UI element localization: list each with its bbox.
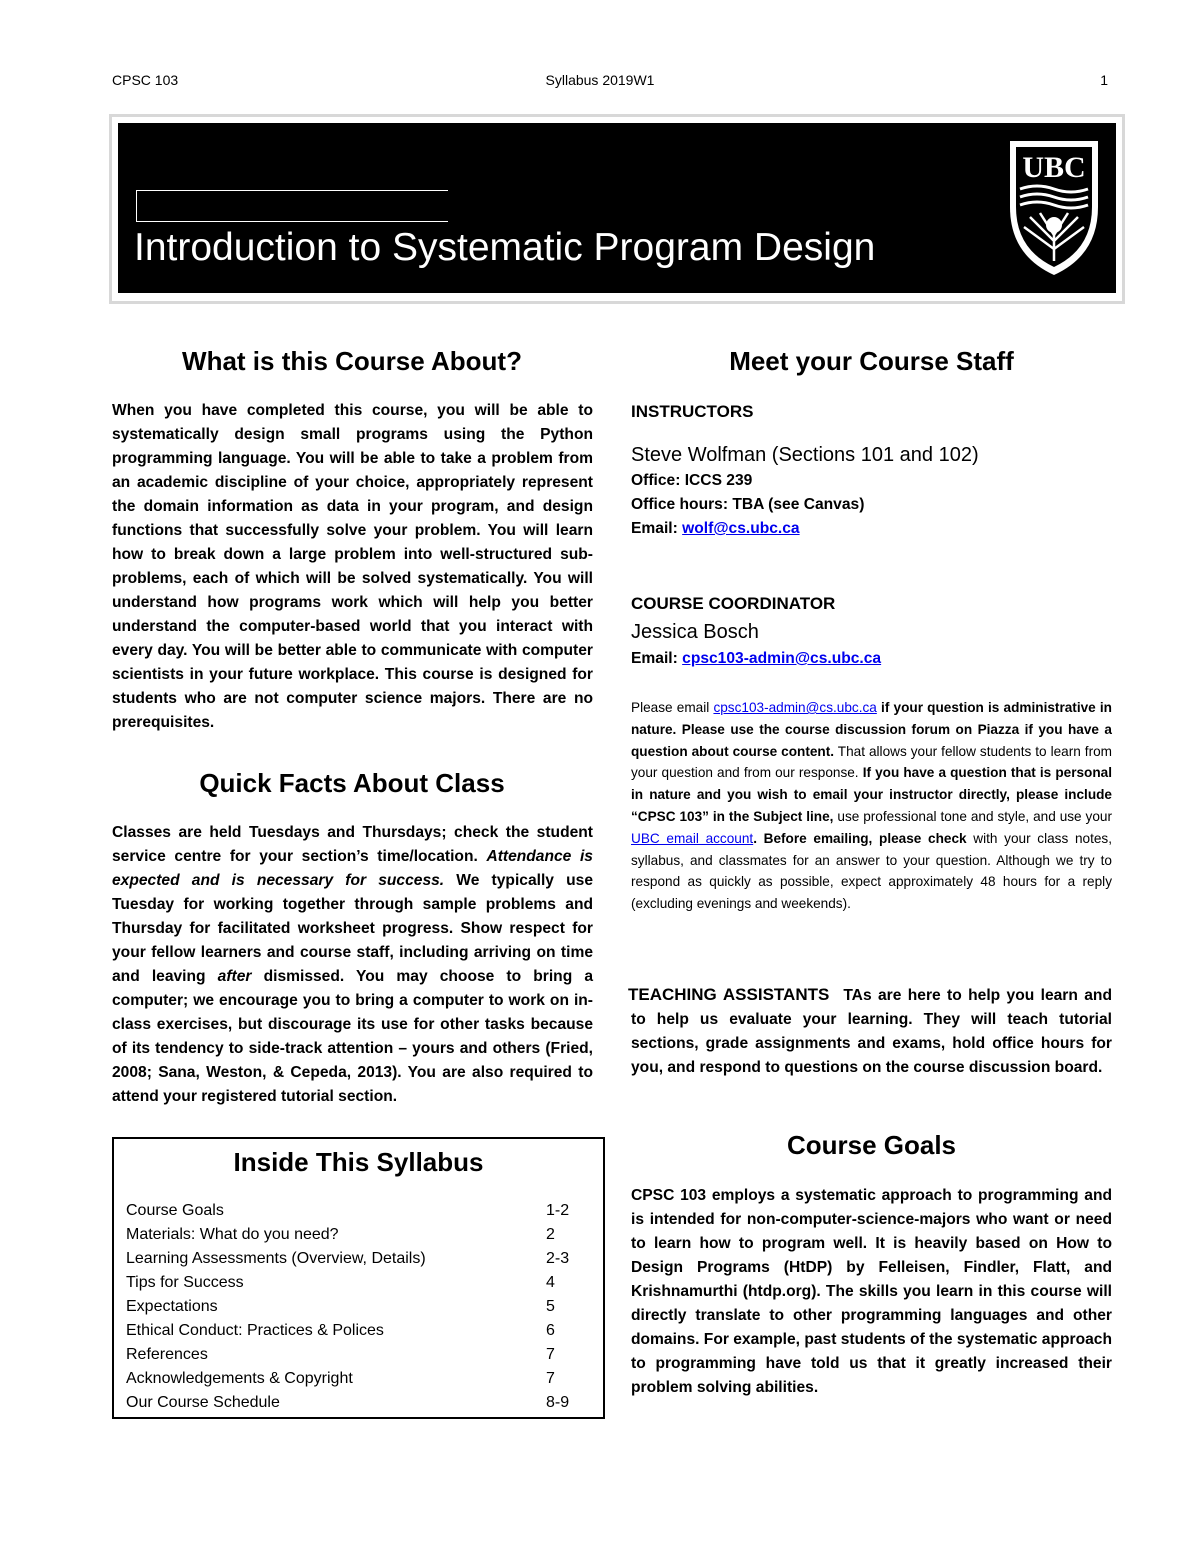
toc-page: 2-3 bbox=[546, 1250, 570, 1267]
instructor-office: Office: ICCS 239 bbox=[631, 472, 753, 489]
banner-decor-box bbox=[136, 190, 448, 222]
instructor-name: Steve Wolfman (Sections 101 and 102) bbox=[631, 444, 979, 466]
toc-page: 7 bbox=[546, 1370, 555, 1387]
ta-body: TAs are here to help you learn and to help us evaluate your learning. They will teach tutorial sections, grade assignments and exams, hold office hours for you, and respond to questions on the course discussion board. bbox=[631, 987, 1112, 1076]
course-title: Introduction to Systematic Program Design bbox=[134, 226, 876, 269]
toc-label: Tips for Success bbox=[126, 1274, 244, 1291]
toc-page: 2 bbox=[546, 1226, 555, 1243]
contact-text-c: That allows your fellow students to learn from your question and from our response. bbox=[631, 743, 1112, 781]
facts-text-3: dismissed. You may choose to bring a computer; we encourage you to bring a computer to work on in-class exercises, but discourage its use for other tasks because of its tendency to side-track attention – yours and others (Fried, 2008; Sana, Weston, & Cepeda, 2013). You are also required to attend your registered tutorial section. bbox=[112, 968, 593, 1105]
toc-page: 6 bbox=[546, 1322, 555, 1339]
toc-label: Materials: What do you need? bbox=[126, 1226, 339, 1243]
facts-body bbox=[112, 821, 593, 1109]
email-label: Email: bbox=[631, 520, 683, 537]
toc-heading: Inside This Syllabus bbox=[233, 1147, 484, 1177]
toc-row bbox=[126, 1343, 586, 1367]
contact-text-f: . Before emailing, please check bbox=[753, 830, 967, 846]
banner-background bbox=[118, 123, 1116, 293]
ubc-email-account-link[interactable]: UBC email account bbox=[631, 830, 754, 846]
toc-label: References bbox=[126, 1346, 208, 1363]
instructor-email-link[interactable]: wolf@cs.ubc.ca bbox=[682, 520, 800, 537]
admin-email-link[interactable]: cpsc103-admin@cs.ubc.ca bbox=[713, 700, 877, 715]
facts-heading: Quick Facts About Class bbox=[199, 768, 505, 798]
toc-label: Ethical Conduct: Practices & Polices bbox=[126, 1322, 384, 1339]
toc-label: Course Goals bbox=[126, 1202, 224, 1219]
instructor-email-line bbox=[631, 520, 800, 538]
coordinator-email-link[interactable]: cpsc103-admin@cs.ubc.ca bbox=[682, 650, 882, 667]
ta-label: TEACHING ASSISTANTS bbox=[628, 985, 830, 1004]
facts-italic-attendance: Attendance is expected and is necessary for success. bbox=[112, 848, 593, 889]
header-title: Syllabus 2019W1 bbox=[545, 72, 655, 88]
ubc-logo-icon bbox=[1006, 137, 1102, 279]
toc-row bbox=[126, 1247, 586, 1271]
toc-row bbox=[126, 1391, 586, 1415]
toc-page: 1-2 bbox=[546, 1202, 570, 1219]
facts-italic-after: after bbox=[217, 968, 252, 985]
toc-list bbox=[126, 1199, 586, 1415]
staff-heading: Meet your Course Staff bbox=[729, 346, 1014, 376]
instructors-label: INSTRUCTORS bbox=[631, 402, 754, 421]
toc-row bbox=[126, 1271, 586, 1295]
logo-text: UBC bbox=[1022, 151, 1086, 184]
ta-paragraph bbox=[628, 983, 1112, 1080]
contact-text-d: If you have a question that is personal in nature and you wish to email your instructor directly, please include “CPSC 103” in the Subject line, bbox=[631, 765, 1112, 824]
goals-body: CPSC 103 employs a systematic approach to programming and is intended for non-computer-science-majors who want or need to learn how to program well. It is heavily based on How to Design Programs (HtDP) by Felleisen, Findler, Flatt, and Krishnamurthi (htdp.org). The skills you learn in this course will directly translate to other programming languages and other domains. For example, past students of the systematic approach to programming have told us that it greatly increased their problem solving abilities. bbox=[631, 1187, 1112, 1396]
toc-label: Acknowledgements & Copyright bbox=[126, 1370, 353, 1387]
facts-text-1: Classes are held Tuesdays and Thursdays; check the student service centre for your section’s time/location. bbox=[112, 824, 593, 865]
toc-row bbox=[126, 1367, 586, 1391]
coordinator-email-line bbox=[631, 650, 881, 668]
contact-text-a: Please email bbox=[631, 700, 714, 715]
toc-page: 4 bbox=[546, 1274, 555, 1291]
toc-row bbox=[126, 1319, 586, 1343]
syllabus-contents-box bbox=[112, 1137, 605, 1419]
about-heading: What is this Course About? bbox=[182, 346, 522, 376]
toc-label: Learning Assessments (Overview, Details) bbox=[126, 1250, 426, 1267]
toc-page: 8-9 bbox=[546, 1394, 570, 1411]
toc-page: 5 bbox=[546, 1298, 555, 1315]
toc-label: Expectations bbox=[126, 1298, 218, 1315]
email-label: Email: bbox=[631, 650, 683, 667]
goals-heading: Course Goals bbox=[786, 1130, 957, 1160]
header-page-number: 1 bbox=[1100, 72, 1108, 88]
toc-page: 7 bbox=[546, 1346, 555, 1363]
instructor-office-hours: Office hours: TBA (see Canvas) bbox=[631, 496, 865, 513]
title-banner bbox=[112, 117, 1122, 301]
toc-label: Our Course Schedule bbox=[126, 1394, 280, 1411]
coordinator-label: COURSE COORDINATOR bbox=[631, 594, 836, 613]
header-course: CPSC 103 bbox=[112, 72, 179, 88]
toc-row bbox=[126, 1295, 586, 1319]
facts-text-2: We typically use Tuesday for working together through sample problems and Thursday for facilitated worksheet progress. Show respect for your fellow learners and course staff, including arriving on time and leaving bbox=[112, 872, 593, 985]
contact-text-e: use professional tone and style, and use your bbox=[833, 808, 1112, 824]
coordinator-name: Jessica Bosch bbox=[631, 621, 759, 643]
toc-row bbox=[126, 1199, 586, 1223]
contact-text-g: with your class notes, syllabus, and classmates for an answer to your question. Although we try to respond as quickly as possible, expect approximately 48 hours for a reply (excluding evenings and weekends). bbox=[631, 830, 1112, 912]
contact-policy-paragraph bbox=[631, 697, 1112, 915]
about-body: When you have completed this course, you will be able to systematically design small programs using the Python programming language. You will be able to take a problem from an academic discipline of your choice, appropriately represent the domain information as data in your program, and design functions that successfully solve your problem. You will learn how to break down a large problem into well-structured sub-problems, each of which will be solved systematically. You will understand how programs work which will help you better understand the computer-based world that you interact with every day. You will be better able to communicate with computer scientists in your future workplace. This course is designed for students who are not computer science majors. There are no prerequisites. bbox=[112, 402, 593, 731]
toc-row bbox=[126, 1223, 586, 1247]
contact-text-b: if your question is administrative in nature. Please use the course discussion forum on Piazza if you have a question about course content. bbox=[631, 700, 1112, 759]
